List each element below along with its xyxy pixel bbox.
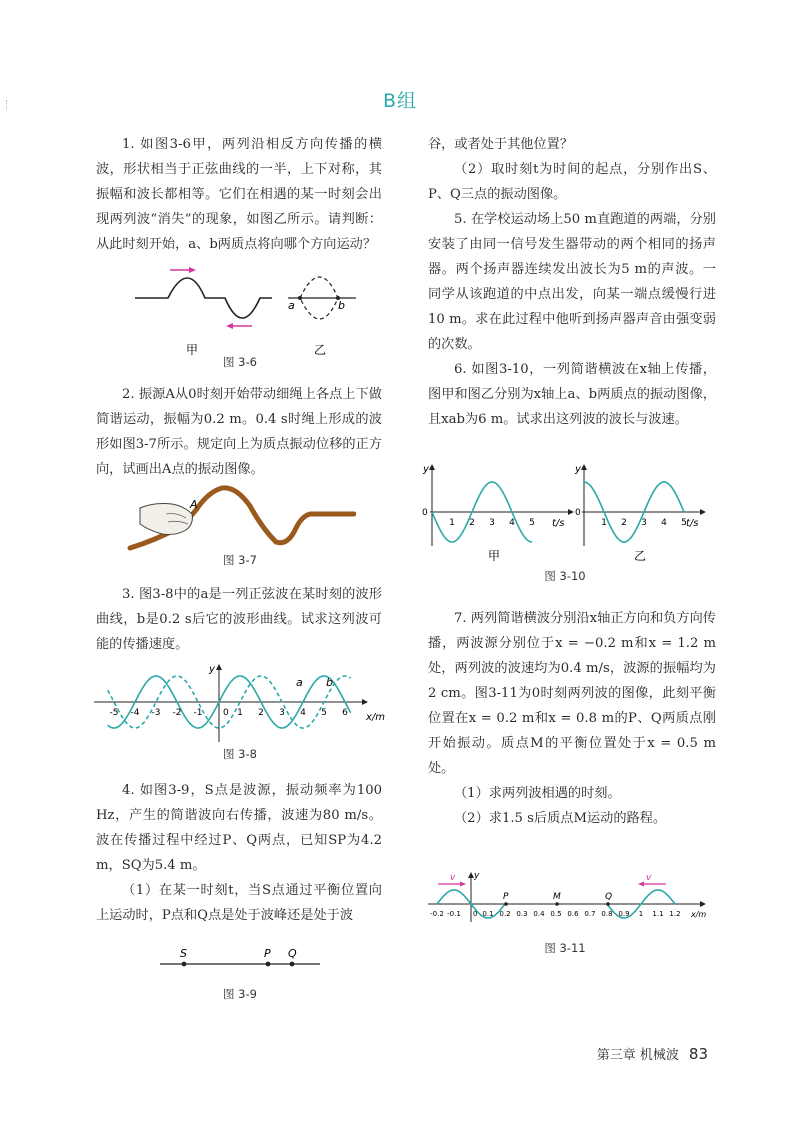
figure-3-10	[420, 460, 720, 565]
fig311-tick-label: 0.5	[550, 910, 562, 918]
fig36-arrowhead-right	[189, 267, 196, 273]
fig310-yi-tick-label: 4	[661, 518, 667, 528]
fig310-yi-x-arrow	[700, 509, 706, 515]
fig311-tick-label: 0.4	[533, 910, 545, 918]
fig39-label-P: P	[264, 947, 271, 960]
fig310-yi-tick-label: 5	[681, 518, 687, 528]
problem-2: 2. 振源A从0时刻开始带动细绳上各点上下做简谐运动，振幅为0.2 m。0.4 s时绳上形成的波形如图3-7所示。规定向上为质点振动位移的正方向，试画出A点的振动图像。	[96, 387, 382, 477]
fig311-tick-label: 0.9	[618, 910, 630, 918]
figure-3-7	[126, 484, 356, 554]
fig310-yi-tick-label: 1	[601, 518, 607, 528]
fig310-jia-tick-label: 1	[449, 518, 455, 528]
fig38-y-label: y	[209, 664, 215, 675]
fig310-jia-tick-label: 5	[529, 518, 535, 528]
fig310-jia-origin: 0	[422, 508, 428, 518]
fig310-yi-x-label: t/s	[686, 518, 699, 529]
fig36-arrowhead-left	[226, 323, 233, 329]
fig311-tick-label: 1.1	[652, 910, 664, 918]
fig310-label-yi: 乙	[634, 549, 647, 563]
fig311-tick-label: 0.3	[516, 910, 528, 918]
fig311-label-P: P	[503, 892, 509, 902]
fig311-tick-label: 1.2	[669, 910, 681, 918]
problem-7: 7. 两列简谐横波分别沿x轴正方向和负方向传播，两波源分别位于x = −0.2 m和x = 1.2 m处，两列波的波速均为0.4 m/s，波源的振幅均为2 cm。图3-11为0时刻两列波的图像，此刻平衡位置在x = 0.2 m和x = 0.8 m的P、Q两质点刚开始振动。质点M的平衡位置处于x = 0.5 m处。 （1）求两列波相遇的时刻。 （2）求1.5 s后质点M运动的路程。	[428, 611, 716, 826]
fig311-point-M	[555, 902, 559, 906]
problem-4: 4. 如图3-9，S点是波源，振动频率为100 Hz，产生的简谐波向右传播，波速为80 m/s。波在传播过程中经过P、Q两点，已知SP为4.2 m，SQ为5.4 m。 （1）在某一时刻t，当S点通过平衡位置向上运动时，P点和Q点是处于波峰还是处于波	[96, 783, 382, 923]
fig311-tick-label: 0.6	[567, 910, 579, 918]
fig310-jia-tick-label: 3	[489, 518, 495, 528]
figure-3-8	[92, 662, 392, 747]
fig38-tick-label: -1	[193, 708, 203, 718]
figure-3-11	[420, 866, 720, 928]
caption-3-8: 图 3-8	[223, 747, 257, 761]
fig36-label-yi: 乙	[314, 343, 327, 357]
figure-3-6	[130, 262, 360, 362]
caption-3-9: 图 3-9	[223, 987, 257, 1001]
fig311-tick-label: 0.7	[584, 910, 596, 918]
fig311-v-right-arrowhead	[638, 882, 644, 887]
fig311-x-arrow	[700, 901, 706, 907]
fig310-yi-origin: 0	[575, 508, 581, 518]
fig310-yi-tick-label: 3	[641, 518, 647, 528]
fig38-origin: 0	[223, 708, 229, 718]
caption-3-7: 图 3-7	[223, 553, 257, 567]
fig39-point-Q	[290, 962, 295, 967]
fig36-point-a	[298, 296, 302, 300]
fig311-v-left-label: v	[450, 873, 456, 883]
fig38-tick-label: -5	[109, 708, 119, 718]
caption-3-10: 图 3-10	[544, 569, 586, 583]
fig39-label-Q: Q	[288, 947, 297, 960]
fig311-v-right-label: v	[646, 873, 652, 883]
fig311-tick-label: 0.1	[482, 910, 494, 918]
fig38-x-arrow	[362, 699, 368, 705]
fig310-jia-y-arrow	[429, 464, 435, 470]
fig311-point-Q	[606, 902, 610, 906]
fig311-tick-label: 0.8	[601, 910, 613, 918]
fig39-point-P	[266, 962, 271, 967]
problem-3: 3. 图3-8中的a是一列正弦波在某时刻的波形曲线，b是0.2 s后它的波形曲线。试求这列波可能的传播速度。	[96, 587, 382, 652]
caption-3-6: 图 3-6	[223, 355, 257, 369]
fig38-tick-label: 3	[279, 708, 285, 718]
fig36-label-b: b	[338, 299, 345, 312]
fig36-label-a: a	[288, 299, 295, 312]
fig311-tick-label: -0.1	[447, 910, 461, 918]
problem-1: 1. 如图3-6甲，两列沿相反方向传播的横波，形状相当于正弦曲线的一半，上下对称，其振幅和波长都相等。它们在相遇的某一时刻会出现两列波“消失”的现象，如图乙所示。请判断：从此时刻开始，a、b两质点将向哪个方向运动？	[96, 137, 382, 252]
fig38-label-b: b	[326, 676, 333, 689]
fig38-y-arrow	[216, 664, 222, 670]
fig310-yi-tick-label: 2	[621, 518, 627, 528]
fig38-tick-label: 5	[321, 708, 327, 718]
fig310-yi-y-label: y	[575, 464, 581, 475]
caption-3-11: 图 3-11	[544, 941, 586, 955]
fig311-tick-label: 1	[638, 910, 644, 918]
fig38-tick-label: -2	[172, 708, 182, 718]
fig311-y-label: y	[474, 871, 480, 881]
footer-chapter: 第三章 机械波	[596, 1048, 679, 1063]
fig310-jia-x-arrow	[568, 509, 574, 515]
fig310-yi-y-arrow	[581, 464, 587, 470]
fig37-hand	[140, 504, 192, 535]
fig310-jia-tick-label: 4	[509, 518, 515, 528]
fig311-point-P	[504, 902, 508, 906]
fig39-point-S	[182, 962, 187, 967]
page-footer	[597, 1044, 708, 1063]
fig310-label-jia: 甲	[488, 549, 501, 563]
fig38-tick-label: -3	[151, 708, 161, 718]
fig310-jia-y-label: y	[423, 464, 429, 475]
fig311-label-M: M	[553, 892, 561, 902]
page-number: 83	[688, 1045, 708, 1063]
problem-4-continued: 谷，或者处于其他位置？ （2）取时刻t为时间的起点，分别作出S、P、Q三点的振动图像。 5. 在学校运动场上50 m直跑道的两端，分别安装了由同一信号发生器带动的两个相同的扬声器。两个扬声器连续发出波长为5 m的声波。一同学从该跑道的中点出发，向某一端点缓慢行进10 m。求在此过程中他听到扬声器声音由强变弱的次数。 6. 如图3-10，一列简谐横波在x轴上传播，图甲和图乙分别为x轴上a、b两质点的振动图像，且xab为6 m。试求出这列波的波长与波速。	[428, 137, 716, 427]
fig311-origin: 0	[473, 910, 478, 918]
fig311-tick-label: 0.2	[499, 910, 511, 918]
fig311-tick-label: -0.2	[430, 910, 444, 918]
figure-3-9	[156, 944, 326, 974]
fig38-tick-label: 4	[300, 708, 306, 718]
fig311-label-Q: Q	[605, 892, 613, 902]
fig37-label-A: A	[190, 498, 198, 511]
fig310-jia-tick-label: 2	[469, 518, 475, 528]
fig39-label-S: S	[180, 947, 187, 960]
fig38-x-label: x/m	[366, 712, 386, 723]
fig36-wave-jia	[135, 278, 272, 318]
fig311-x-label: x/m	[691, 910, 707, 919]
fig36-label-jia: 甲	[186, 343, 199, 357]
fig311-v-left-arrowhead	[460, 882, 466, 887]
fig38-tick-label: -4	[130, 708, 140, 718]
fig38-tick-label: 1	[237, 708, 243, 718]
fig38-tick-label: 2	[258, 708, 264, 718]
fig38-label-a: a	[296, 676, 303, 689]
section-heading: B组	[382, 90, 418, 112]
fig310-jia-x-label: t/s	[552, 518, 565, 529]
fig38-tick-label: 6	[342, 708, 348, 718]
